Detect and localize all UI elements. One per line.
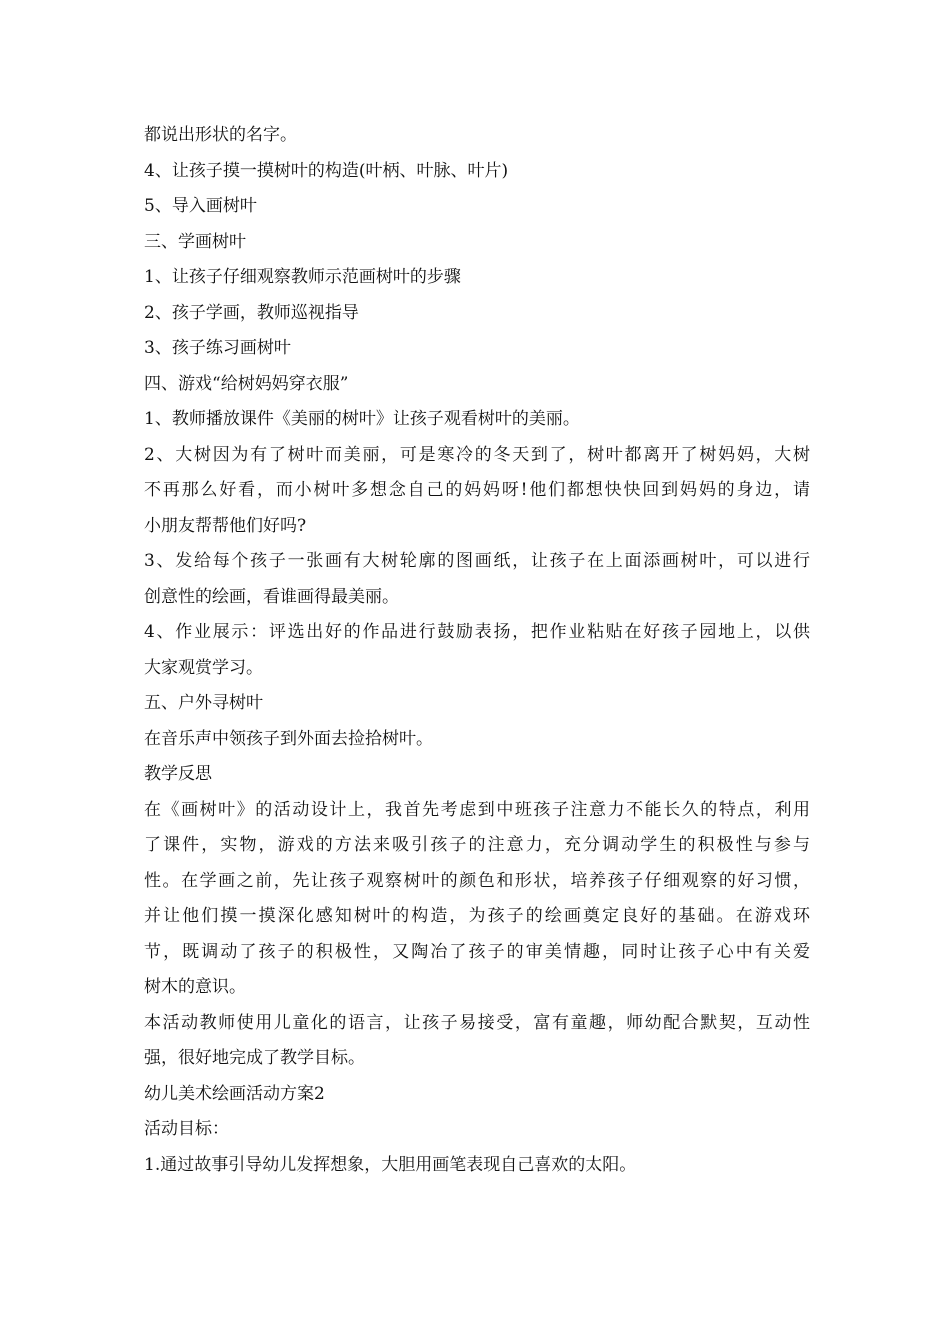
text-line: 节，既调动了孩子的积极性，又陶冶了孩子的审美情趣，同时让孩子心中有关爱	[144, 941, 810, 962]
text-line: 并让他们摸一摸深化感知树叶的构造，为孩子的绘画奠定良好的基础。在游戏环	[144, 906, 810, 926]
text-line: 1、让孩子仔细观察教师示范画树叶的步骤	[144, 267, 461, 287]
text-line: 2、大树因为有了树叶而美丽，可是寒冷的冬天到了，树叶都离开了树妈妈，大树	[144, 444, 810, 465]
text-line: 大家观赏学习。	[144, 657, 263, 678]
text-line: 4、让孩子摸一摸树叶的构造(叶柄、叶脉、叶片)	[144, 160, 509, 181]
text-line: 活动目标：	[144, 1119, 229, 1139]
text-line: 小朋友帮帮他们好吗?	[144, 515, 307, 536]
text-line: 创意性的绘画，看谁画得最美丽。	[144, 586, 399, 607]
section-heading: 三、学画树叶	[144, 231, 246, 252]
text-line: 都说出形状的名字。	[144, 125, 297, 145]
text-line: 在《画树叶》的活动设计上，我首先考虑到中班孩子注意力不能长久的特点，利用	[144, 799, 810, 820]
text-line: 性。在学画之前，先让孩子观察树叶的颜色和形状，培养孩子仔细观察的好习惯，	[144, 870, 810, 891]
text-line: 了课件，实物，游戏的方法来吸引孩子的注意力，充分调动学生的积极性与参与	[144, 835, 810, 855]
section-heading: 四、游戏“给树妈妈穿衣服”	[144, 373, 349, 394]
document-body	[144, 118, 810, 1183]
text-line: 不再那么好看，而小树叶多想念自己的妈妈呀!他们都想快快回到妈妈的身边，请	[144, 480, 810, 500]
section-heading: 五、户外寻树叶	[144, 693, 263, 713]
text-line: 1.通过故事引导幼儿发挥想象，大胆用画笔表现自己喜欢的太阳。	[144, 1154, 637, 1175]
text-line: 3、孩子练习画树叶	[144, 338, 291, 358]
section-heading: 教学反思	[144, 764, 212, 784]
text-line: 强，很好地完成了教学目标。	[144, 1048, 365, 1068]
text-line: 1、教师播放课件《美丽的树叶》让孩子观看树叶的美丽。	[144, 409, 580, 429]
text-line: 3、发给每个孩子一张画有大树轮廓的图画纸，让孩子在上面添画树叶，可以进行	[144, 551, 810, 571]
text-line: 5、导入画树叶	[144, 196, 257, 216]
text-line: 在音乐声中领孩子到外面去捡拾树叶。	[144, 728, 433, 749]
section-heading: 幼儿美术绘画活动方案2	[144, 1083, 325, 1104]
text-line: 2、孩子学画，教师巡视指导	[144, 302, 359, 323]
text-line: 本活动教师使用儿童化的语言，让孩子易接受，富有童趣，师幼配合默契，互动性	[144, 1012, 810, 1033]
text-line: 树木的意识。	[144, 977, 246, 997]
text-line: 4、作业展示：评选出好的作品进行鼓励表扬，把作业粘贴在好孩子园地上，以供	[144, 622, 810, 642]
